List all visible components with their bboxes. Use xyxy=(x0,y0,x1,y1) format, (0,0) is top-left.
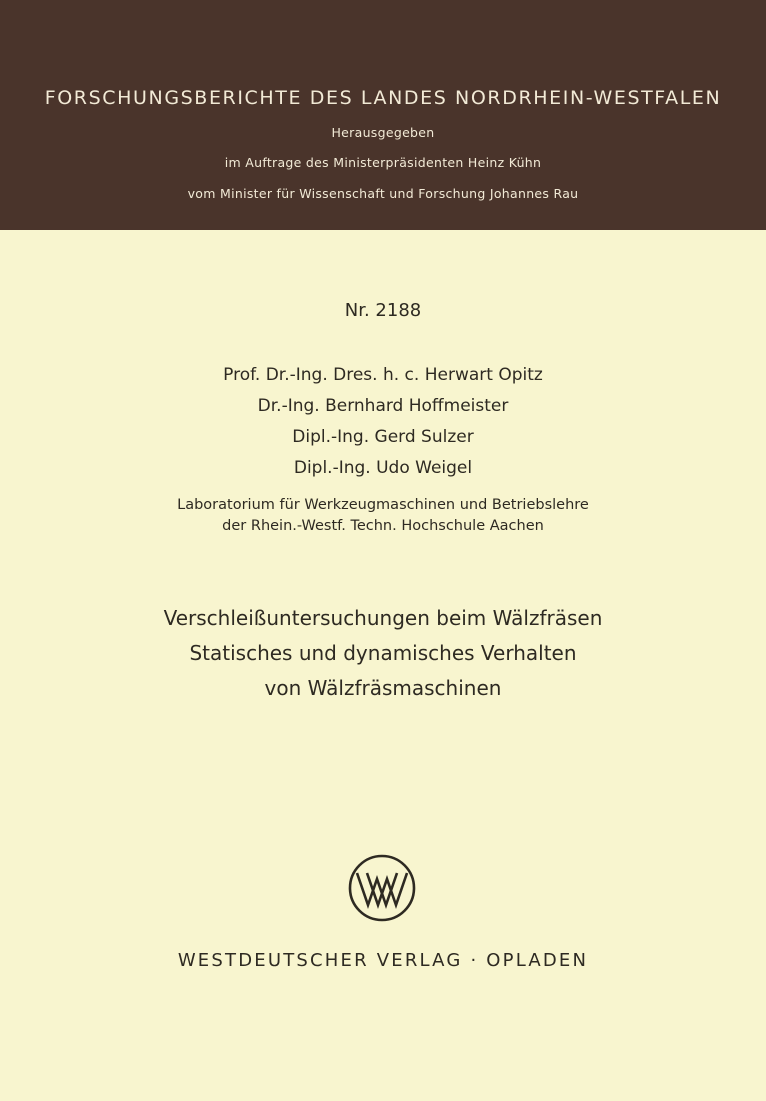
minister-line: vom Minister für Wissenschaft und Forschung Johannes Rau xyxy=(187,186,579,201)
author-name: Dipl.-Ing. Gerd Sulzer xyxy=(292,427,474,447)
book-title-line: von Wälzfräsmaschinen xyxy=(264,676,502,700)
report-number: Nr. 2188 xyxy=(344,300,422,321)
westdeutscher-verlag-ww-logo-icon xyxy=(347,853,417,923)
editor-line: Herausgegeben xyxy=(331,125,435,140)
series-title: FORSCHUNGSBERICHTE DES LANDES NORDRHEIN-WESTFALEN xyxy=(44,87,722,109)
author-name: Dr.-Ing. Bernhard Hoffmeister xyxy=(257,396,509,416)
header-band xyxy=(0,0,766,230)
institution-line: der Rhein.-Westf. Techn. Hochschule Aachen xyxy=(222,518,544,534)
book-title-line: Statisches und dynamisches Verhalten xyxy=(189,641,577,665)
institution-line: Laboratorium für Werkzeugmaschinen und Betriebslehre xyxy=(177,497,589,513)
commission-line: im Auftrage des Ministerpräsidenten Heinz Kühn xyxy=(224,155,542,170)
author-name: Dipl.-Ing. Udo Weigel xyxy=(293,458,473,478)
author-name: Prof. Dr.-Ing. Dres. h. c. Herwart Opitz xyxy=(223,365,543,385)
publisher-name: WESTDEUTSCHER VERLAG · OPLADEN xyxy=(177,950,589,971)
book-title-line: Verschleißuntersuchungen beim Wälzfräsen xyxy=(163,606,603,630)
